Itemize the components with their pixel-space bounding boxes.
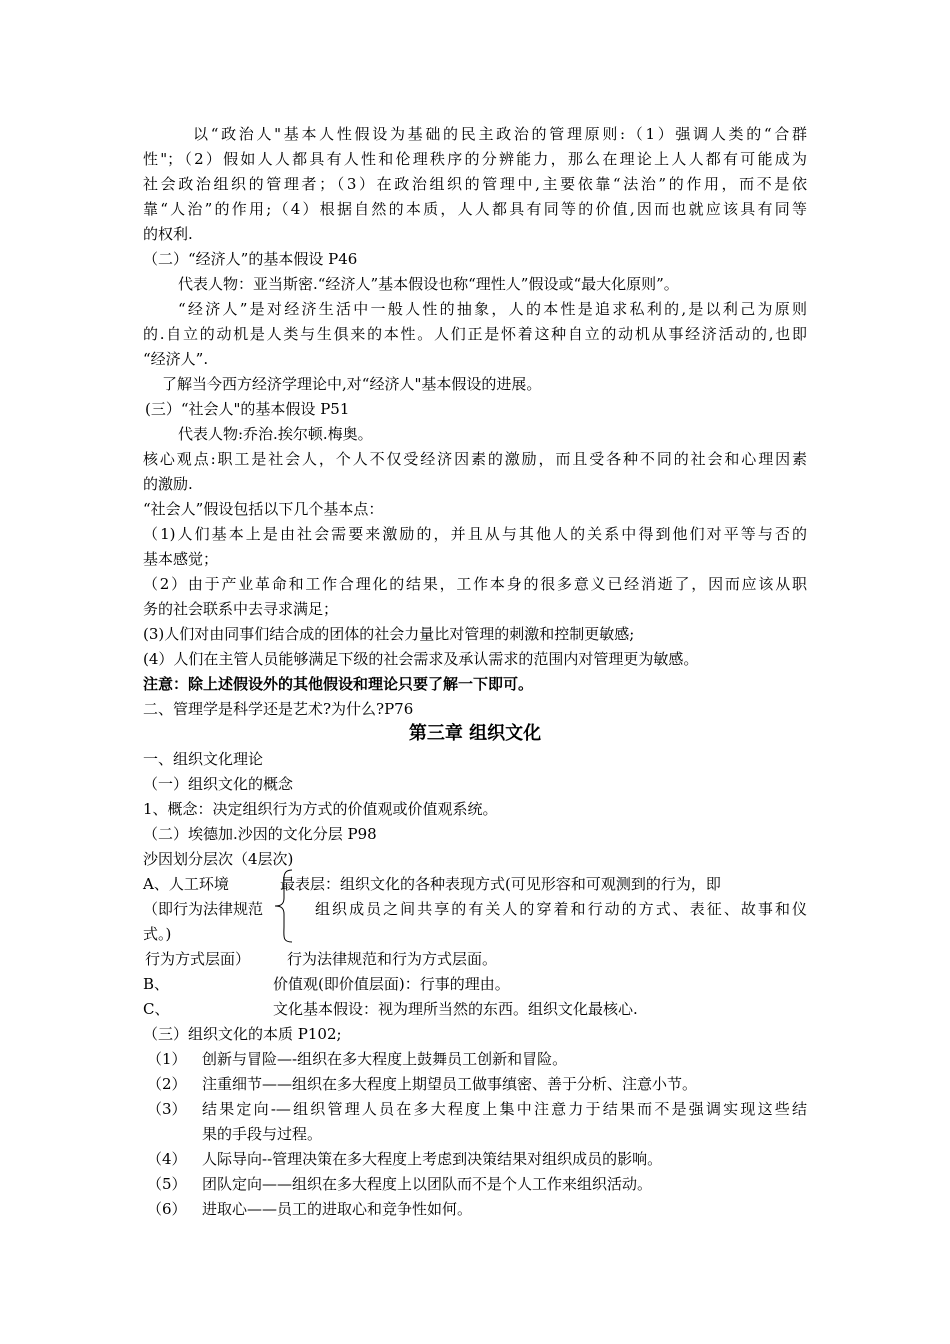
- essence-num-6: （6）: [147, 1200, 187, 1218]
- econ-heading: （二）“经济人”的基本假设 P46: [143, 250, 358, 268]
- essence-text-6: 进取心——员工的进取心和竞争性如何。: [202, 1200, 473, 1218]
- social-heading: (三）“社会人"的基本假设 P51: [145, 400, 350, 418]
- essence-text-1: 创新与冒险—-组织在多大程度上鼓舞员工创新和冒险。: [202, 1050, 568, 1068]
- essence-text-2: 注重细节——组织在多大程度上期望员工做事缜密、善于分析、注意小节。: [202, 1075, 698, 1093]
- para1-line-5: 的权利.: [143, 225, 193, 243]
- essence-text-3-cont: 果的手段与过程。: [202, 1125, 323, 1143]
- econ-desc-line-2: 的.自立的动机是人类与生俱来的本性。人们正是怀着这种自立的动机从事经济活动的,也即: [143, 325, 807, 343]
- level-a-line-2: 组织成员之间共享的有关人的穿着和行动的方式、表征、故事和仪: [315, 900, 807, 918]
- para1-line-3: 社会政治组织的管理者；（3）在政治组织的管理中,主要依靠“法治”的作用，而不是依: [143, 175, 807, 193]
- level-a-left-4: 行为方式层面）: [145, 950, 251, 968]
- econ-desc-line-3: “经济人”.: [143, 350, 209, 368]
- essence-text-4: 人际导向--管理决策在多大程度上考虑到决策结果对组织成员的影响。: [202, 1150, 663, 1168]
- level-a-line-3: 式。): [143, 925, 172, 943]
- essence-text-3: 结果定向-—组织管理人员在多大程度上集中注意力于结果而不是强调实现这些结: [202, 1100, 807, 1118]
- level-b-label: B、: [143, 975, 170, 993]
- social-representative: 代表人物:乔治.挨尔顿.梅奥。: [178, 425, 373, 443]
- econ-representative: 代表人物：亚当斯密.“经济人”基本假设也称“理性人”假设或“最大化原则”。: [178, 275, 679, 293]
- ch3-levels: 沙因划分层次（4层次): [143, 850, 294, 868]
- social-point-1-line-1: （1)人们基本上是由社会需要来激励的，并且从与其他人的关系中得到他们对平等与否的: [143, 525, 807, 543]
- social-point-3: (3)人们对由同事们结合成的团体的社会力量比对管理的刺激和控制更敏感;: [143, 625, 635, 643]
- question-2: 二、管理学是科学还是艺术?为什么?P76: [143, 700, 414, 718]
- social-core-line-1: 核心观点:职工是社会人，个人不仅受经济因素的激励，而且受各种不同的社会和心理因素: [143, 450, 807, 468]
- ch3-subsection-3: （三）组织文化的本质 P102;: [143, 1025, 342, 1043]
- level-a-label: A、人工环境: [143, 875, 229, 893]
- level-a-line-1: 最表层：组织文化的各种表现方式(可见形容和可观测到的行为，即: [280, 875, 721, 893]
- essence-num-4: （4）: [147, 1150, 187, 1168]
- para1-line-1: 以“政治人"基本人性假设为基础的民主政治的管理原则:（1）强调人类的“合群: [193, 125, 807, 143]
- para1-line-2: 性"；（2）假如人人都具有人性和伦理秩序的分辨能力，那么在理论上人人都有可能成为: [143, 150, 807, 168]
- social-point-1-line-2: 基本感觉；: [143, 550, 219, 568]
- econ-desc-line-1: “经济人”是对经济生活中一般人性的抽象，人的本性是追求私利的,是以利己为原则: [178, 300, 807, 318]
- para1-line-4: 靠“人治”的作用;（4）根据自然的本质，人人都具有同等的价值,因而也就应该具有同等: [143, 200, 807, 218]
- essence-num-1: （1）: [147, 1050, 187, 1068]
- level-b-text: 价值观(即价值层面)：行事的理由。: [273, 975, 510, 993]
- essence-num-2: （2）: [147, 1075, 187, 1093]
- chapter-title: 第三章 组织文化: [408, 723, 542, 744]
- econ-understand: 了解当今西方经济学理论中,对“经济人"基本假设的进展。: [162, 375, 542, 393]
- social-point-4: (4）人们在主管人员能够满足下级的社会需求及承认需求的范围内对管理更为敏感。: [143, 650, 699, 668]
- essence-num-3: （3）: [147, 1100, 187, 1118]
- social-point-2-line-2: 务的社会联系中去寻求满足；: [143, 600, 339, 618]
- social-point-2-line-1: （2）由于产业革命和工作合理化的结果，工作本身的很多意义已经消逝了，因而应该从职: [143, 575, 807, 593]
- ch3-section-1: 一、组织文化理论: [143, 750, 264, 768]
- level-c-text: 文化基本假设：视为理所当然的东西。组织文化最核心.: [273, 1000, 638, 1018]
- social-intro: “社会人”假设包括以下几个基本点：: [143, 500, 384, 518]
- note-bold: 注意：除上述假设外的其他假设和理论只要了解一下即可。: [143, 675, 534, 693]
- essence-num-5: （5）: [147, 1175, 187, 1193]
- level-c-label: C、: [143, 1000, 170, 1018]
- curly-brace: [272, 868, 296, 944]
- ch3-concept: 1、概念：决定组织行为方式的价值观或价值观系统。: [143, 800, 498, 818]
- level-a-line-4: 行为法律规范和行为方式层面。: [287, 950, 498, 968]
- level-a-left-2: （即行为法律规范: [143, 900, 264, 918]
- essence-text-5: 团队定向——组织在多大程度上以团队而不是个人工作来组织活动。: [202, 1175, 653, 1193]
- social-core-line-2: 的激励.: [143, 475, 193, 493]
- ch3-subsection-2: （二）埃德加.沙因的文化分层 P98: [143, 825, 377, 843]
- ch3-subsection-1: （一）组织文化的概念: [143, 775, 294, 793]
